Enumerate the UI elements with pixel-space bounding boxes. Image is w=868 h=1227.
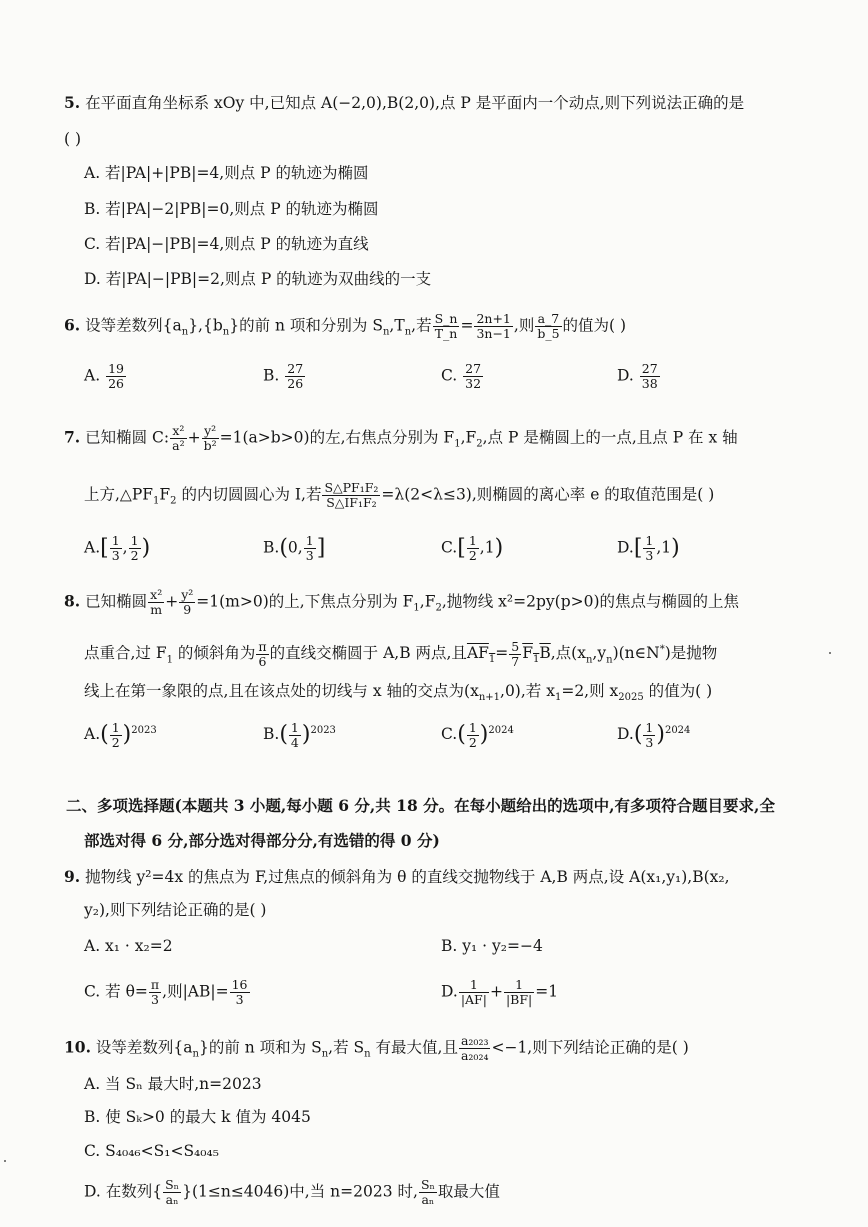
frac-den: 26 [108,376,124,391]
q8-stem-line2 [84,639,717,671]
q10-option-c: C. S₄₀₄₆<S₁<S₄₀₄₅ [84,1142,219,1160]
q7-sub: 1 [454,438,461,450]
q6-sub: n [382,326,390,338]
q6-frac-den: 3n−1 [476,326,511,341]
q8-sub: n [606,654,613,666]
paren: ( [633,722,643,748]
frac-den: aₙ [421,1192,435,1207]
q8-text: 的倾斜角为 [172,644,256,663]
q5-option-a: A. 若|PA|+|PB|=4,则点 P 的轨迹为椭圆 [84,164,369,182]
q7-sub: 2 [170,495,177,507]
q10-text: ,若 S [328,1038,365,1057]
q8-text: )是抛物 [664,644,718,663]
q9-number: 9. [64,867,81,886]
frac-num: π [258,638,267,654]
q8-fraction-y [179,588,195,617]
q6-text: 的值为( ) [562,316,627,335]
q8-vector-f1b [522,644,551,666]
q10-text: 有最大值,且 [370,1038,458,1057]
frac-den: 4 [290,734,299,750]
bracket: [ [100,535,109,561]
frac-den: 9 [183,602,192,617]
q8-text: ,F [419,592,436,611]
q8-number: 8. [64,591,81,611]
q9-text: C. 若 θ= [84,982,148,1001]
sep: , [656,538,662,557]
q5-option-d: D. 若|PA|−|PB|=2,则点 P 的轨迹为双曲线的一支 [84,270,432,288]
q10-sub: n [321,1048,329,1060]
q6-fraction-s-over-t [433,312,460,341]
q6-sub: n [181,326,189,338]
q8-fraction-angle [256,640,268,669]
q8-text: 的直线交椭圆于 A,B 两点,且 [269,644,467,663]
q6-sub: n [404,326,412,338]
q10-text: }的前 n 项和为 S [198,1038,322,1057]
q9-fraction-bf [504,978,534,1007]
q8-sub: 1 [166,654,173,666]
option-label: C. [441,725,458,744]
option-fraction [463,362,483,391]
frac-num: 1 [290,719,299,735]
q5-option-c: C. 若|PA|−|PB|=4,则点 P 的轨迹为直线 [84,235,369,253]
frac-den: 3 [645,548,654,563]
option-label: B. [263,538,280,557]
q6-text: ,则 [513,316,535,335]
q10-fraction-sa2 [419,1178,437,1207]
option-fraction [640,362,660,391]
q8-stem-line1 [64,588,739,620]
frac-num: π [150,977,160,992]
q6-option-d [617,362,661,391]
q7-fraction-y [202,424,219,453]
frac-den: 32 [465,376,482,391]
q6-option-c [441,362,484,391]
q7-text: ,点 P 是椭圆上的一点,且点 P 在 x 轴 [482,428,738,447]
option-label: A. [84,725,101,744]
q8-text: 已知椭圆 [85,592,148,611]
q9-fraction-theta [149,978,161,1007]
q8-option-c [441,720,514,750]
q6-number: 6. [64,315,81,335]
option-label: C. [441,366,458,385]
frac-num: 1 [468,533,477,548]
q10-text: 设等差数列{a [95,1038,193,1057]
q8-text: ,点(x [550,644,586,663]
paren: ( [279,722,288,748]
option-label: D. [617,538,634,557]
q6-frac-num: a_7 [535,312,561,327]
paren: ( [457,722,466,748]
section2-heading-line1: 二、多项选择题(本题共 3 小题,每小题 6 分,共 18 分。在每小题给出的选项中,有多项符合题目要求,全 [66,796,775,815]
paren: ) [479,722,489,748]
vec-text: B [539,644,551,663]
frac-den: 3 [151,992,159,1007]
q8-sub: 1 [554,692,562,704]
q6-text: },{b [188,316,223,335]
option-fraction [110,534,122,563]
frac-num: 1 [504,978,534,993]
q7-sub: 2 [476,438,483,450]
frac-den: 2 [111,734,120,750]
q9-text: D. [441,982,458,1001]
bracket: [ [457,535,466,561]
q5-stem-line1 [64,92,744,114]
q10-fraction-sa [163,1178,181,1207]
q5-stem: 在平面直角坐标系 xOy 中,已知点 A(−2,0),B(2,0),点 P 是平面内一个动点,则下列说法正确的是 [85,94,745,112]
vec-sub: 1 [532,654,540,666]
q7-text: =λ(2<λ≤3),则椭圆的离心率 e 的取值范围是( ) [381,485,715,504]
paren: ( [100,722,109,748]
q10-stem [64,1034,689,1066]
q7-option-d [617,534,680,563]
frac-den: 2 [468,548,477,563]
option-fraction [304,534,316,563]
exponent: 2024 [488,725,514,736]
frac-num: 27 [641,361,658,376]
frac-num: 19 [108,361,124,376]
option-fraction [110,721,122,750]
q6-frac-den: b_5 [537,326,560,341]
q8-fraction-x [148,588,164,617]
q6-stem [64,312,626,344]
q9-option-b: B. y₁ · y₂=−4 [441,937,543,955]
q7-text: =1(a>b>0)的左,右焦点分别为 F [219,428,455,447]
q6-text: 设等差数列{a [85,316,182,335]
q8-text: =1(m>0)的上,下焦点分别为 F [196,592,414,611]
q5-answer-blank: ( ) [64,130,82,148]
frac-num: 5 [511,638,520,654]
frac-num: S△PF₁F₂ [324,480,379,495]
q8-vector-af1 [466,644,496,666]
q8-text: ,0),若 x [500,682,555,700]
q8-stem-line3 [84,680,712,709]
frac-den: 3 [645,734,654,750]
q10-text: 取最大值 [437,1182,500,1201]
bracket: ) [671,535,680,561]
frac-num: 1 [305,533,314,548]
bracket: [ [633,535,643,561]
q6-text: ,若 [411,316,432,335]
q10-option-d [84,1178,500,1207]
frac-den: 3 [235,992,244,1007]
q7-stem-line1 [64,424,738,456]
q6-sub: n [222,326,230,338]
frac-den: b² [203,438,217,453]
option-label: B. [263,366,280,385]
q8-option-b [263,720,336,750]
q5-option-b: B. 若|PA|−2|PB|=0,则点 P 的轨迹为椭圆 [84,200,379,218]
q7-stem-line2 [84,481,714,513]
q8-option-a [84,720,157,750]
q8-sub: n+1 [478,692,501,704]
q10-text: }(1≤n≤4046)中,当 n=2023 时, [182,1182,418,1201]
frac-num: 1 [645,719,654,735]
frac-num: 1 [459,978,489,993]
q6-frac-num: 2n+1 [476,311,511,326]
option-label: A. [84,366,101,385]
q7-fraction-x [170,424,186,453]
option-label: D. [617,366,634,385]
q10-sub: n [192,1048,199,1060]
bracket: ) [141,535,151,561]
frac-num: y² [181,587,194,602]
option-fraction [467,721,479,750]
q8-sub: 2025 [618,692,644,704]
q8-sub: 2 [435,602,442,614]
q9-option-a: A. x₁ · x₂=2 [84,937,173,955]
q8-option-d [617,720,690,750]
q9-option-d [441,978,558,1007]
option-fraction [643,534,655,563]
q6-frac-num: S_n [434,311,458,326]
q7-text: 上方,△PF [84,485,154,504]
q9-fraction-ab [230,978,250,1007]
frac-num: x² [170,424,186,439]
q10-text: <−1,则下列结论正确的是( ) [491,1038,689,1057]
q8-text: ,抛物线 x²=2py(p>0)的焦点与椭圆的上焦 [441,592,740,611]
exponent: 2023 [310,725,336,736]
q10-fraction [459,1034,491,1063]
q9-text: + [489,982,503,1001]
scan-speck [829,652,831,654]
frac-den: 38 [641,376,658,391]
q8-fraction-ratio [509,640,521,669]
frac-den: 3 [111,548,120,563]
q8-text: = [495,644,509,663]
frac-num: 1 [130,533,139,548]
frac-num: 1 [111,533,120,548]
option-label: D. [617,725,634,744]
frac-num: x² [150,587,163,602]
q7-option-c [441,534,503,563]
option-label: A. [84,538,101,557]
q5-number: 5. [64,93,81,112]
exponent: 2023 [131,725,157,736]
section2-heading-line2: 部选对得 6 分,部分选对得部分分,有选错的得 0 分) [84,831,440,850]
q7-fraction-area [322,481,380,510]
option-fraction [289,721,301,750]
q9-text: 抛物线 y²=4x 的焦点为 F,过焦点的倾斜角为 θ 的直线交抛物线于 A,B 两点,设 A(x₁,y₁),B(x₂, [85,868,730,886]
q8-text: =2,则 x [561,682,619,700]
q6-text: ,T [389,316,405,335]
q6-text: }的前 n 项和分别为 S [229,316,383,335]
frac-den: 26 [287,376,304,391]
option-fraction [467,534,479,563]
frac-num: Sₙ [420,1177,435,1192]
option-label: B. [263,725,280,744]
q6-option-b [263,362,306,391]
frac-num: 27 [287,361,304,376]
frac-den: 7 [511,653,520,669]
q7-number: 7. [64,427,81,447]
sep: , [479,538,485,557]
exponent: 2024 [664,725,691,736]
frac-num: 16 [231,977,248,992]
paren: ) [122,722,132,748]
frac-den: a² [172,438,185,453]
q9-fraction-af [459,978,489,1007]
frac-num: Sₙ [165,1177,180,1192]
q6-fraction-a-over-b [535,312,561,341]
q7-sub: 1 [153,495,160,507]
frac-num: 1 [111,719,120,735]
scan-speck [4,1160,6,1162]
frac-den: aₙ [165,1192,179,1207]
vec-sub: 1 [488,654,496,666]
q10-option-b: B. 使 Sₖ>0 的最大 k 值为 4045 [84,1108,311,1126]
frac-den: 6 [258,653,267,669]
q8-text: )(n∈N [612,644,660,663]
q7-option-a [84,534,150,563]
frac-den: 3 [305,548,314,563]
frac-den: 2 [130,548,139,563]
frac-den: m [150,602,163,617]
q9-stem-line1 [64,866,730,888]
vec-text: F [522,644,533,663]
q9-text: ,则|AB|= [162,982,229,1001]
frac-num: 1 [468,719,477,735]
q8-sub: 1 [413,602,420,614]
frac-num: 1 [645,533,654,548]
q10-sub: n [364,1048,371,1060]
q7-text: + [187,428,201,447]
q9-text: =1 [535,982,559,1001]
q7-text: 已知椭圆 C: [85,428,170,447]
frac-num: a₂₀₂₃ [460,1033,489,1048]
sep: , [122,538,128,557]
q8-text: ,y [592,644,607,663]
q10-text: D. 在数列{ [84,1182,163,1201]
frac-den: S△IF₁F₂ [326,495,377,510]
q6-option-a [84,362,127,391]
paren: ) [656,722,665,748]
q8-sub: n [585,654,593,666]
q7-text: ,F [460,428,477,447]
bracket: ] [316,535,326,561]
option-fraction [643,721,655,750]
option-fraction [285,362,305,391]
frac-num: 27 [465,361,482,376]
paren: ) [301,722,311,748]
option-value: 0 [287,538,298,557]
q7-text: F [159,485,171,504]
q6-fraction-ratio [474,312,512,341]
q6-frac-den: T_n [434,326,458,341]
q8-text: 点重合,过 F [84,644,167,663]
option-value: 1 [484,538,495,557]
bracket: ( [279,535,288,561]
option-label: C. [441,538,458,557]
frac-den: 2 [468,734,477,750]
q8-text: 的值为( ) [643,682,713,700]
option-fraction [106,362,126,391]
q6-text: = [460,316,474,335]
q8-sup: * [659,644,665,655]
q9-option-c [84,978,251,1007]
frac-den: a₂₀₂₄ [460,1048,489,1063]
frac-den: |BF| [505,992,533,1007]
q7-option-b [263,534,325,563]
option-fraction [129,534,141,563]
q8-text: 线上在第一象限的点,且在该点处的切线与 x 轴的交点为(x [84,682,479,700]
q9-stem-line2: y₂),则下列结论正确的是( ) [84,901,267,919]
q10-option-a: A. 当 Sₙ 最大时,n=2023 [84,1075,262,1093]
q8-text: + [165,592,179,611]
frac-den: |AF| [460,992,487,1007]
q10-number: 10. [64,1037,91,1057]
q7-text: 的内切圆圆心为 I,若 [176,485,322,504]
bracket: ) [494,535,504,561]
frac-num: y² [202,424,219,439]
option-value: 1 [661,538,672,557]
vec-text: AF [466,644,489,663]
sep: , [297,538,303,557]
